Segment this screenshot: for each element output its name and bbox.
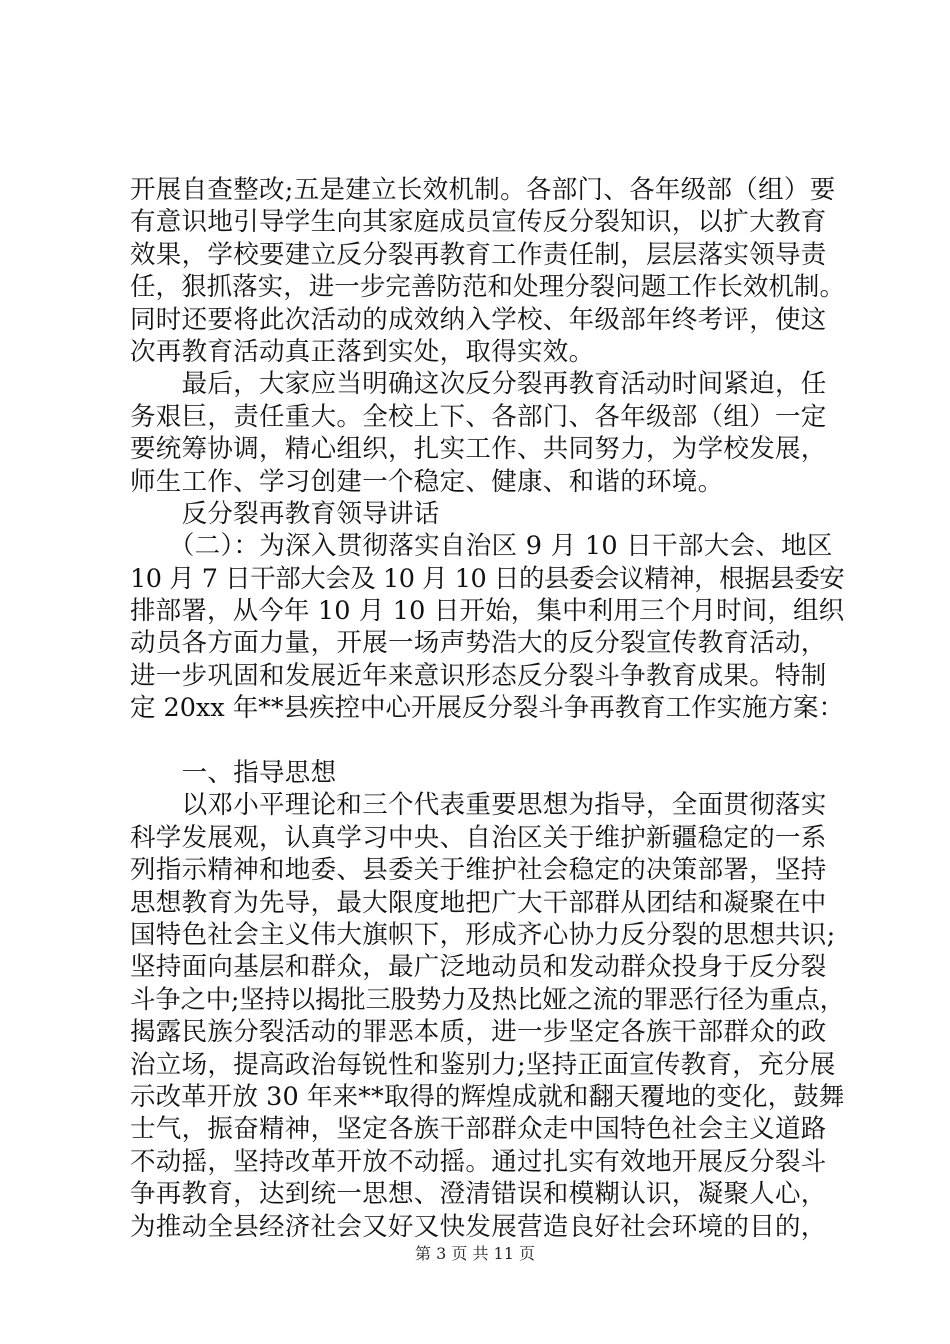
text-line: 定 20xx 年**县疾控中心开展反分裂斗争再教育工作实施方案： [130, 693, 844, 724]
text-line: 坚持面向基层和群众，最广泛地动员和发动群众投身于反分裂 [130, 952, 827, 983]
text-line: 国特色社会主义伟大旗帜下，形成齐心协力反分裂的思想共识; [130, 919, 836, 950]
text-line: 师生工作、学习创建一个稳定、健康、和谐的环境。 [130, 466, 724, 497]
text-line: 一、指导思想 [130, 758, 337, 789]
text-line: 不动摇，坚持改革开放不动摇。通过扎实有效地开展反分裂斗 [130, 1146, 827, 1177]
text-line: 反分裂再教育领导讲话 [130, 498, 440, 529]
text-line: 同时还要将此次活动的成效纳入学校、年级部年终考评，使这 [130, 304, 827, 335]
text-line: 治立场，提高政治每锐性和鉴别力;坚持正面宣传教育，充分展 [130, 1049, 836, 1080]
text-line: 思想教育为先导，最大限度地把广大干部群从团结和凝聚在中 [130, 887, 827, 918]
text-line: 列指示精神和地委、县委关于维护社会稳定的决策部署，坚持 [130, 855, 827, 886]
text-line: 次再教育活动真正落到实处，取得实效。 [130, 336, 595, 367]
text-line: 为推动全县经济社会又好又快发展营造良好社会环境的目的， [130, 1211, 827, 1242]
text-line: 效果，学校要建立反分裂再教育工作责任制，层层落实领导责 [130, 239, 827, 270]
text-line: 开展自查整改;五是建立长效机制。各部门、各年级部（组）要 [130, 175, 836, 205]
blank-line [130, 725, 846, 757]
text-line: 排部署，从今年 10 月 10 日开始，集中利用三个月时间，组织 [130, 596, 845, 627]
text-line: 士气，振奋精神，坚定各族干部群众走中国特色社会主义道路 [130, 1114, 827, 1145]
text-line: 务艰巨，责任重大。全校上下、各部门、各年级部（组）一定 [130, 401, 827, 432]
text-line: 斗争之中;坚持以揭批三股势力及热比娅之流的罪恶行径为重点， [130, 984, 845, 1015]
text-line: 揭露民族分裂活动的罪恶本质，进一步坚定各族干部群众的政 [130, 1017, 827, 1048]
text-line: 进一步巩固和发展近年来意识形态反分裂斗争教育成果。特制 [130, 660, 827, 691]
text-line: 任，狠抓落实，进一步完善防范和处理分裂问题工作长效机制。 [130, 272, 846, 303]
text-line: 以邓小平理论和三个代表重要思想为指导，全面贯彻落实 [130, 790, 827, 821]
text-line: 10 月 7 日干部大会及 10 月 10 日的县委会议精神，根据县委安 [130, 563, 845, 594]
text-line: 最后，大家应当明确这次反分裂再教育活动时间紧迫，任 [130, 369, 827, 400]
document-body [130, 174, 846, 1243]
page-footer: 第 3 页 共 11 页 [415, 1244, 535, 1263]
text-line: 要统筹协调，精心组织，扎实工作、共同努力，为学校发展， [130, 434, 827, 465]
text-line: 科学发展观，认真学习中央、自治区关于维护新疆稳定的一系 [130, 822, 827, 853]
text-line: 有意识地引导学生向其家庭成员宣传反分裂知识，以扩大教育 [130, 207, 827, 238]
text-line: 示改革开放 30 年来**取得的辉煌成就和翻天覆地的变化，鼓舞 [130, 1081, 845, 1112]
text-line: 动员各方面力量，开展一场声势浩大的反分裂宣传教育活动， [130, 628, 827, 659]
text-line: 争再教育，达到统一思想、澄清错误和模糊认识，凝聚人心， [130, 1179, 827, 1210]
text-line: （二）：为深入贯彻落实自治区 9 月 10 日干部大会、地区 [130, 531, 833, 562]
